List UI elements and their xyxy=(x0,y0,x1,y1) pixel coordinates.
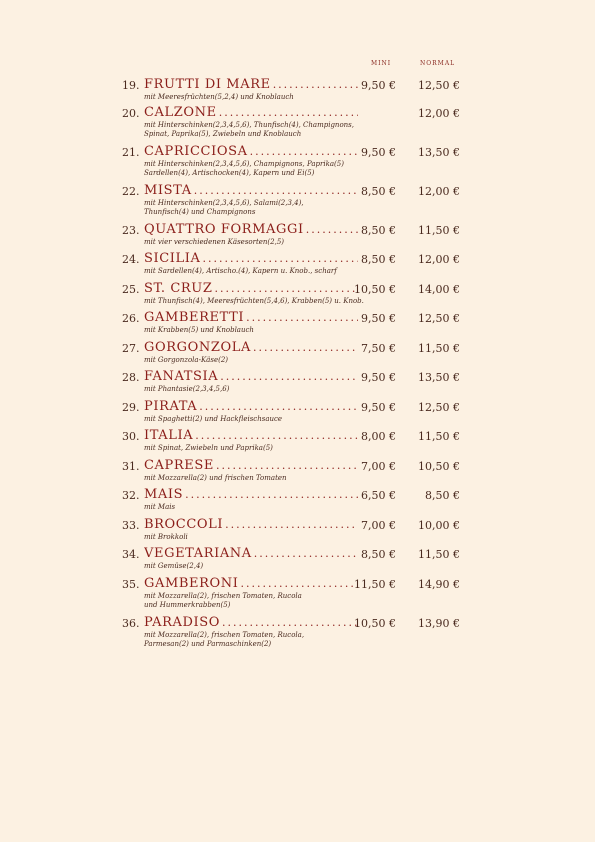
item-name: ST. CRUZ xyxy=(144,281,213,296)
item-name: GAMBERONI xyxy=(144,576,239,591)
price-mini: 10,50 € xyxy=(354,617,396,630)
item-name-row xyxy=(144,428,358,444)
item-name: BROCCOLI xyxy=(144,517,224,532)
price-mini: 8,50 € xyxy=(361,548,396,561)
dot-leader xyxy=(195,429,358,442)
dot-leader xyxy=(246,311,358,324)
menu-item xyxy=(0,615,595,648)
price-normal: 10,50 € xyxy=(418,460,460,473)
price-normal: 11,50 € xyxy=(418,224,460,237)
dot-leader xyxy=(202,252,358,265)
item-name-row xyxy=(144,458,358,474)
dot-leader xyxy=(185,488,358,501)
item-description xyxy=(144,474,374,483)
item-description xyxy=(144,592,374,610)
item-number: 25. xyxy=(122,283,140,296)
item-description xyxy=(144,356,374,365)
item-name-row xyxy=(144,144,358,160)
price-normal: 11,50 € xyxy=(418,430,460,443)
price-normal: 12,50 € xyxy=(418,401,460,414)
price-normal: 13,50 € xyxy=(418,371,460,384)
item-number: 31. xyxy=(122,460,140,473)
menu-item xyxy=(0,428,595,456)
price-normal: 12,00 € xyxy=(418,185,460,198)
item-name: ITALIA xyxy=(144,428,194,443)
menu-item xyxy=(0,576,595,609)
item-name-row xyxy=(144,222,358,238)
price-normal: 14,90 € xyxy=(418,578,460,591)
description-line: mit Gemüse(2,4) xyxy=(144,562,204,570)
item-number: 36. xyxy=(122,617,140,630)
item-name: FANATSIA xyxy=(144,369,219,384)
description-line: mit Krabben(5) und Knoblauch xyxy=(144,326,254,334)
item-description xyxy=(144,415,374,424)
item-description xyxy=(144,326,374,335)
dot-leader xyxy=(214,282,358,295)
menu-item xyxy=(0,340,595,368)
price-normal: 13,50 € xyxy=(418,146,460,159)
description-line: mit Phantasie(2,3,4,5,6) xyxy=(144,385,230,393)
item-name-row xyxy=(144,576,358,592)
description-line: mit Thunfisch(4), Meeresfrüchten(5,4,6), Krabben(5) u. Knob. xyxy=(144,297,364,305)
dot-leader xyxy=(250,145,358,158)
description-line: Spinat, Paprika(5), Zwiebeln und Knoblauch xyxy=(144,130,302,138)
column-header-mini: mini xyxy=(371,58,392,68)
description-line: mit Spaghetti(2) und Hackfleischsauce xyxy=(144,415,283,423)
item-name-row xyxy=(144,105,358,121)
price-normal: 11,50 € xyxy=(418,342,460,355)
item-name-row xyxy=(144,546,358,562)
dot-leader xyxy=(240,577,358,590)
menu-item xyxy=(0,105,595,138)
item-number: 27. xyxy=(122,342,140,355)
item-number: 30. xyxy=(122,430,140,443)
item-description xyxy=(144,562,374,571)
price-normal: 14,00 € xyxy=(418,283,460,296)
dot-leader xyxy=(220,370,358,383)
item-description xyxy=(144,631,374,649)
description-line: mit Mozzarella(2) und frischen Tomaten xyxy=(144,474,287,482)
description-line: mit Meeresfrüchten(5,2,4) und Knoblauch xyxy=(144,93,294,101)
price-mini: 7,50 € xyxy=(361,342,396,355)
item-name: SICILIA xyxy=(144,251,201,266)
description-line: mit Mozzarella(2), frischen Tomaten, Rucola xyxy=(144,592,302,600)
dot-leader xyxy=(225,518,358,531)
item-number: 34. xyxy=(122,548,140,561)
item-name-row xyxy=(144,183,358,199)
dot-leader xyxy=(194,184,358,197)
menu-item xyxy=(0,458,595,486)
item-number: 19. xyxy=(122,79,140,92)
item-number: 32. xyxy=(122,489,140,502)
dot-leader xyxy=(199,400,358,413)
item-number: 22. xyxy=(122,185,140,198)
price-normal: 10,00 € xyxy=(418,519,460,532)
item-number: 24. xyxy=(122,253,140,266)
price-mini: 9,50 € xyxy=(361,312,396,325)
price-mini: 7,00 € xyxy=(361,519,396,532)
item-number: 26. xyxy=(122,312,140,325)
menu-item xyxy=(0,251,595,279)
menu-item xyxy=(0,222,595,250)
item-name: MAIS xyxy=(144,487,184,502)
description-line: mit vier verschiedenen Käsesorten(2,5) xyxy=(144,238,285,246)
price-normal: 13,90 € xyxy=(418,617,460,630)
dot-leader xyxy=(219,106,358,119)
dot-leader xyxy=(222,616,358,629)
description-line: mit Hinterschinken(2,3,4,5,6), Salami(2,3,4), xyxy=(144,199,304,207)
description-line: mit Brokkoli xyxy=(144,533,188,541)
menu-item xyxy=(0,281,595,309)
item-name-row xyxy=(144,77,358,93)
price-mini: 10,50 € xyxy=(354,283,396,296)
item-number: 20. xyxy=(122,107,140,120)
description-line: mit Gorgonzola-Käse(2) xyxy=(144,356,229,364)
price-mini: 9,50 € xyxy=(361,401,396,414)
item-description xyxy=(144,267,374,276)
item-name: GAMBERETTI xyxy=(144,310,245,325)
dot-leader xyxy=(216,459,358,472)
description-line: mit Spinat, Zwiebeln und Paprika(5) xyxy=(144,444,273,452)
price-normal: 8,50 € xyxy=(425,489,460,502)
item-name-row xyxy=(144,281,358,297)
price-normal: 12,00 € xyxy=(418,107,460,120)
description-line: mit Hinterschinken(2,3,4,5,6), Champignons, Paprika(5) xyxy=(144,160,344,168)
price-mini: 9,50 € xyxy=(361,146,396,159)
description-line: Parmesan(2) und Parmaschinken(2) xyxy=(144,640,272,648)
dot-leader xyxy=(306,223,358,236)
description-line: und Hummerkrabben(5) xyxy=(144,601,231,609)
item-description xyxy=(144,121,374,139)
item-description xyxy=(144,199,374,217)
item-name: QUATTRO FORMAGGI xyxy=(144,222,304,237)
item-name: VEGETARIANA xyxy=(144,546,252,561)
price-normal: 12,00 € xyxy=(418,253,460,266)
dot-leader xyxy=(253,341,358,354)
dot-leader xyxy=(254,547,358,560)
description-line: mit Mais xyxy=(144,503,176,511)
price-mini: 9,50 € xyxy=(361,371,396,384)
item-description xyxy=(144,503,374,512)
description-line: Sardellen(4), Artischocken(4), Kapern und Ei(5) xyxy=(144,169,315,177)
item-name: CAPRESE xyxy=(144,458,214,473)
description-line: Thunfisch(4) und Champignons xyxy=(144,208,256,216)
item-name-row xyxy=(144,310,358,326)
item-name-row xyxy=(144,369,358,385)
menu-item xyxy=(0,369,595,397)
menu-item xyxy=(0,487,595,515)
item-name: CAPRICCIOSA xyxy=(144,144,248,159)
menu-item xyxy=(0,399,595,427)
item-name-row xyxy=(144,340,358,356)
description-line: mit Mozzarella(2), frischen Tomaten, Rucola, xyxy=(144,631,305,639)
item-name: PIRATA xyxy=(144,399,198,414)
item-number: 35. xyxy=(122,578,140,591)
item-number: 23. xyxy=(122,224,140,237)
item-name-row xyxy=(144,251,358,267)
dot-leader xyxy=(273,78,358,91)
item-name: PARADISO xyxy=(144,615,221,630)
item-name-row xyxy=(144,399,358,415)
price-mini: 8,50 € xyxy=(361,185,396,198)
price-mini: 8,00 € xyxy=(361,430,396,443)
price-mini: 8,50 € xyxy=(361,224,396,237)
item-description xyxy=(144,444,374,453)
price-mini: 6,50 € xyxy=(361,489,396,502)
item-name-row xyxy=(144,487,358,503)
item-number: 29. xyxy=(122,401,140,414)
item-number: 21. xyxy=(122,146,140,159)
item-description xyxy=(144,297,374,306)
menu-item xyxy=(0,517,595,545)
price-mini: 11,50 € xyxy=(354,578,396,591)
description-line: mit Sardellen(4), Artischo.(4), Kapern u. Knob., scharf xyxy=(144,267,337,275)
price-normal: 11,50 € xyxy=(418,548,460,561)
item-name: MISTA xyxy=(144,183,192,198)
item-description xyxy=(144,160,374,178)
item-number: 28. xyxy=(122,371,140,384)
item-description xyxy=(144,93,374,102)
menu-item xyxy=(0,183,595,216)
price-mini: 8,50 € xyxy=(361,253,396,266)
item-name-row xyxy=(144,517,358,533)
menu-item xyxy=(0,144,595,177)
price-mini: 7,00 € xyxy=(361,460,396,473)
item-name: FRUTTI DI MARE xyxy=(144,77,271,92)
item-description xyxy=(144,238,374,247)
menu-item xyxy=(0,310,595,338)
column-header-normal: normal xyxy=(420,58,456,68)
price-normal: 12,50 € xyxy=(418,79,460,92)
item-description xyxy=(144,385,374,394)
item-name: CALZONE xyxy=(144,105,217,120)
menu-item xyxy=(0,546,595,574)
item-description xyxy=(144,533,374,542)
description-line: mit Hinterschinken(2,3,4,5,6), Thunfisch(4), Champignons, xyxy=(144,121,354,129)
price-mini: 9,50 € xyxy=(361,79,396,92)
menu-item xyxy=(0,77,595,105)
item-name-row xyxy=(144,615,358,631)
item-number: 33. xyxy=(122,519,140,532)
item-name: GORGONZOLA xyxy=(144,340,251,355)
price-normal: 12,50 € xyxy=(418,312,460,325)
